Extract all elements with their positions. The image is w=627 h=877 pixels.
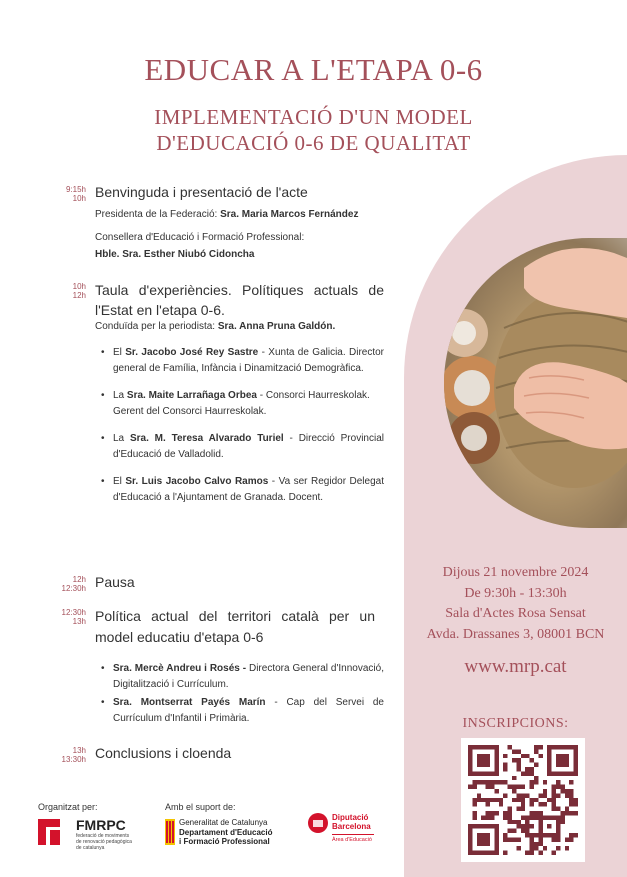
list-item: • La Sra. Maite Larrañaga Orbea - Consorci Haurreskolak. Gerent del Consorci Haurreskolak. [101, 388, 384, 420]
page-subtitle [0, 104, 627, 156]
event-info [404, 563, 627, 645]
time-slot-4: 12:30h 13h [61, 608, 86, 626]
program-item-text: Consellera d'Educació i Formació Professional: [95, 232, 305, 243]
organized-label: Organitzat per: [38, 802, 98, 812]
footer-organizer [38, 802, 132, 851]
program-item-title: Benvinguda i presentació de l'acte [95, 184, 308, 200]
speaker-list [101, 661, 384, 727]
time-slot-3: 12h 12:30h [61, 575, 86, 593]
list-item: • Sra. Mercè Andreu i Rosés - Directora General d'Innovació, Digitalització i Currículum. [101, 661, 384, 693]
fmrpc-logo: FMRPC federació de moviments de renovació pedagògica de catalunya [38, 816, 158, 856]
gencat-flag-icon [165, 819, 175, 845]
list-item: • Sra. Montserrat Payés Marín - Cap del Servei de Currículum d'Infantil i Primària. [101, 695, 384, 727]
time-slot-5: 13h 13:30h [61, 746, 86, 764]
program-item-title: Taula d'experiències. Polítiques actuals de l'Estat en l'etapa 0-6. [95, 282, 384, 318]
diputacio-icon [308, 813, 328, 833]
footer-support [165, 802, 372, 846]
event-address: Avda. Drassanes 3, 08001 BCN [426, 626, 605, 642]
speaker-list [101, 345, 384, 506]
event-date: Dijous 21 novembre 2024 [442, 565, 589, 580]
program-item-title: Pausa [95, 574, 135, 590]
event-venue: Sala d'Actes Rosa Sensat [445, 606, 586, 621]
program-item-title: Política actual del territori català per un model educatiu d'etapa 0-6 [95, 608, 375, 645]
program-item-text: Conduïda per la periodista: Sra. Anna Pruna Galdón. [95, 321, 336, 332]
time-slot-2: 10h 12h [72, 282, 86, 300]
program-item-title: Conclusions i cloenda [95, 745, 232, 761]
inscriptions-label: INSCRIPCIONS: [462, 716, 569, 731]
fmrpc-icon [38, 819, 72, 845]
support-label: Amb el suport de: [165, 802, 236, 812]
program-item-text: Hble. Sra. Esther Niubó Cidoncha [95, 249, 255, 260]
divider [332, 834, 374, 835]
list-item: • El Sr. Jacobo José Rey Sastre - Xunta de Galicia. Director general de Família, Infància i Dinamització Demogràfica. [101, 345, 384, 377]
list-item: • La Sra. M. Teresa Alvarado Turiel - Direcció Provincial d'Educació de Valladolid. [101, 431, 384, 463]
qr-code[interactable] [461, 738, 585, 862]
website-link[interactable]: www.mrp.cat [464, 656, 567, 677]
list-item: • El Sr. Luis Jacobo Calvo Ramos - Va ser Regidor Delegat d'Educació a l'Ajuntament de Granada. Docent. [101, 474, 384, 506]
page-title: EDUCAR A L'ETAPA 0-6 [144, 52, 483, 87]
gencat-logo: Generalitat de Catalunya Departament d'Educació i Formació Professional [165, 818, 305, 850]
time-slot-1: 9:15h 10h [65, 185, 86, 203]
subtitle-line-1: IMPLEMENTACIÓ D'UN MODEL [154, 105, 473, 129]
program-item-text: Presidenta de la Federació: Sra. Maria Marcos Fernández [95, 209, 359, 220]
subtitle-line-2: D'EDUCACIÓ 0-6 DE QUALITAT [156, 131, 471, 155]
event-hours: De 9:30h - 13:30h [464, 585, 567, 601]
diputacio-logo: Diputació Barcelona Àrea d'Educació [308, 813, 388, 853]
